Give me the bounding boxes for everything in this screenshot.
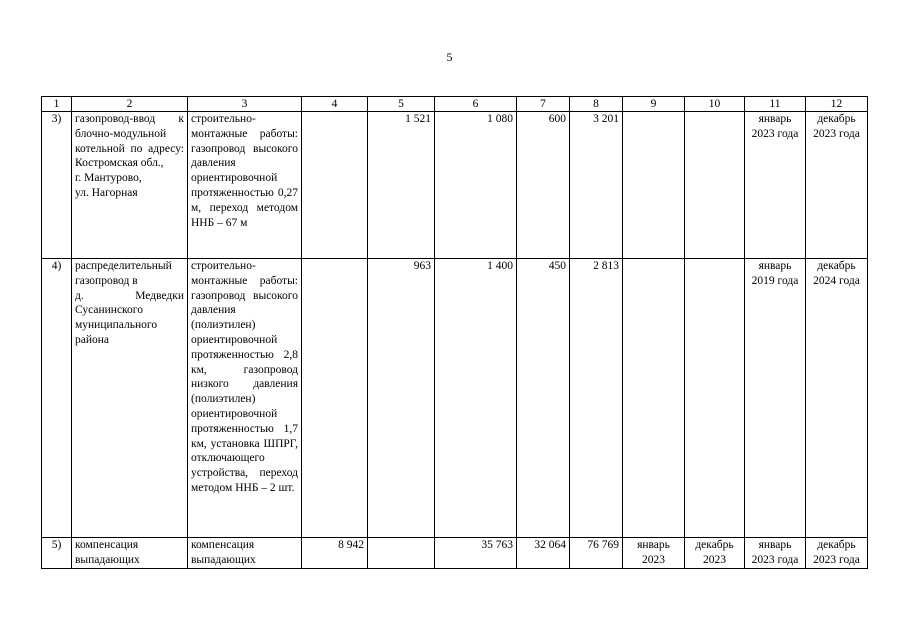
column-number-row — [42, 97, 868, 112]
row-number: 5) — [42, 538, 72, 569]
table-row — [42, 112, 868, 259]
column-header: 5 — [368, 97, 435, 112]
data-table — [41, 96, 868, 569]
value-cell-col8: 2 813 — [570, 259, 623, 538]
date-cell-col10 — [685, 259, 745, 538]
value-cell-col4 — [302, 112, 368, 259]
value-cell-col6: 1 080 — [435, 112, 517, 259]
column-header: 9 — [623, 97, 685, 112]
value-cell-col7: 32 064 — [517, 538, 570, 569]
object-name-cell: газопровод-ввод к блочно-модульной котельной по адресу: Костромская обл., г. Мантурово, ул. Нагорная — [72, 112, 188, 259]
value-cell-col7: 450 — [517, 259, 570, 538]
column-header: 3 — [188, 97, 302, 112]
table-row — [42, 538, 868, 569]
column-header: 7 — [517, 97, 570, 112]
date-cell-col10: декабрь 2023 — [685, 538, 745, 569]
column-header: 4 — [302, 97, 368, 112]
column-header: 10 — [685, 97, 745, 112]
column-header: 2 — [72, 97, 188, 112]
works-description-cell: строительно-монтажные работы: газопровод высокого давления (полиэтилен) ориентировочной протяженностью 2,8 км, газопровод низкого давления (полиэтилен) ориентировочной протяженностью 1,7 км, установка ШПРГ, отключающего устройства, переход методом ННБ – 2 шт. — [188, 259, 302, 538]
end-date-cell: декабрь 2023 года — [806, 538, 868, 569]
value-cell-col7: 600 — [517, 112, 570, 259]
column-header: 12 — [806, 97, 868, 112]
start-date-cell: январь 2023 года — [745, 112, 806, 259]
date-cell-col9 — [623, 112, 685, 259]
end-date-cell: декабрь 2023 года — [806, 112, 868, 259]
value-cell-col5 — [368, 538, 435, 569]
row-number: 4) — [42, 259, 72, 538]
page-number: 5 — [446, 50, 453, 64]
date-cell-col9: январь 2023 — [623, 538, 685, 569]
value-cell-col8: 76 769 — [570, 538, 623, 569]
value-cell-col4 — [302, 259, 368, 538]
value-cell-col5: 963 — [368, 259, 435, 538]
column-header: 8 — [570, 97, 623, 112]
start-date-cell: январь 2023 года — [745, 538, 806, 569]
row-number: 3) — [42, 112, 72, 259]
value-cell-col4: 8 942 — [302, 538, 368, 569]
date-cell-col9 — [623, 259, 685, 538]
end-date-cell: декабрь 2024 года — [806, 259, 868, 538]
works-description-cell: строительно-монтажные работы: газопровод высокого давления ориентировочной протяженностью 0,27 м, переход методом ННБ – 67 м — [188, 112, 302, 259]
value-cell-col8: 3 201 — [570, 112, 623, 259]
column-header: 1 — [42, 97, 72, 112]
value-cell-col6: 1 400 — [435, 259, 517, 538]
object-name-cell: компенсация выпадающих — [72, 538, 188, 569]
value-cell-col6: 35 763 — [435, 538, 517, 569]
object-name-cell: распределительный газопровод в д. Медведки Сусанинского муниципального района — [72, 259, 188, 538]
value-cell-col5: 1 521 — [368, 112, 435, 259]
date-cell-col10 — [685, 112, 745, 259]
column-header: 11 — [745, 97, 806, 112]
column-header: 6 — [435, 97, 517, 112]
works-description-cell: компенсация выпадающих — [188, 538, 302, 569]
table-row — [42, 259, 868, 538]
start-date-cell: январь 2019 года — [745, 259, 806, 538]
